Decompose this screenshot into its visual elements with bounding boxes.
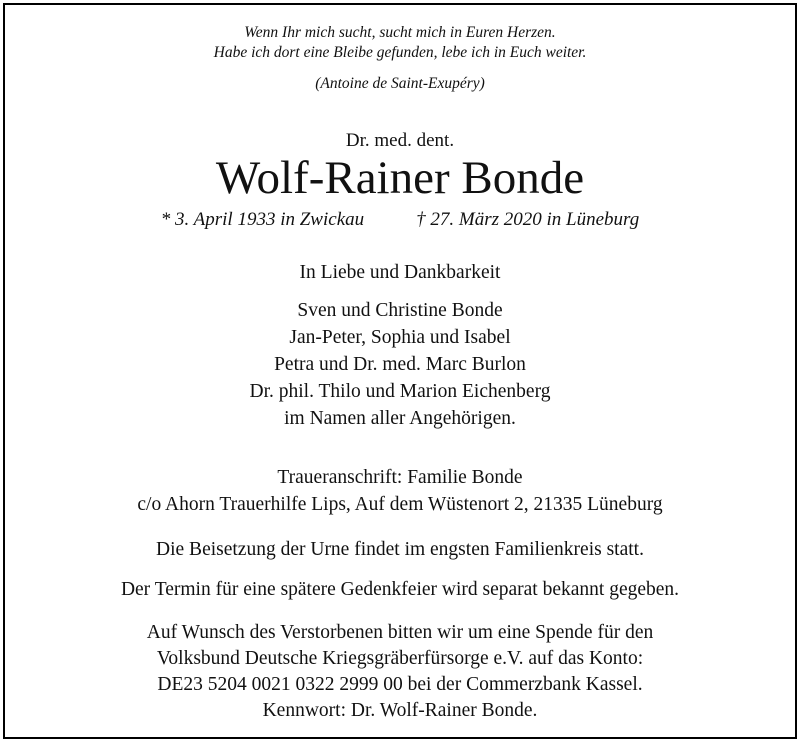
mourner-line: im Namen aller Angehörigen. xyxy=(284,408,516,429)
death-date: † 27. März 2020 in Lüneburg xyxy=(416,209,640,230)
address-line-1: Traueranschrift: Familie Bonde xyxy=(277,467,523,488)
address-line-2: c/o Ahorn Trauerhilfe Lips, Auf dem Wüstenort 2, 21335 Lüneburg xyxy=(137,494,663,515)
mourners-intro: In Liebe und Dankbarkeit xyxy=(299,262,501,283)
mourner-line: Jan-Peter, Sophia und Isabel xyxy=(289,327,511,348)
quote-author: (Antoine de Saint-Exupéry) xyxy=(315,75,485,92)
mourner-line: Sven und Christine Bonde xyxy=(297,300,503,321)
memorial-note: Der Termin für eine spätere Gedenkfeier wird separat bekannt gegeben. xyxy=(120,579,680,600)
donation-line: DE23 5204 0021 0322 2999 00 bei der Commerzbank Kassel. xyxy=(157,674,643,695)
quote-line-1: Wenn Ihr mich sucht, sucht mich in Euren Herzen. xyxy=(244,24,556,41)
donation-line: Auf Wunsch des Verstorbenen bitten wir um eine Spende für den xyxy=(146,622,654,643)
donation-line: Volksbund Deutsche Kriegsgräberfürsorge e.V. auf das Konto: xyxy=(156,648,644,669)
burial-note: Die Beisetzung der Urne findet im engsten Familienkreis statt. xyxy=(156,539,644,560)
deceased-name: Wolf-Rainer Bonde xyxy=(215,152,585,204)
donation-keyword: Kennwort: Dr. Wolf-Rainer Bonde. xyxy=(262,700,538,721)
mourner-line: Petra und Dr. med. Marc Burlon xyxy=(274,354,526,375)
academic-title: Dr. med. dent. xyxy=(345,130,455,151)
birth-date: * 3. April 1933 in Zwickau xyxy=(160,209,365,230)
quote-line-2: Habe ich dort eine Bleibe gefunden, lebe ich in Euch weiter. xyxy=(213,44,587,61)
life-dates xyxy=(0,209,800,231)
mourner-line: Dr. phil. Thilo und Marion Eichenberg xyxy=(249,381,551,402)
